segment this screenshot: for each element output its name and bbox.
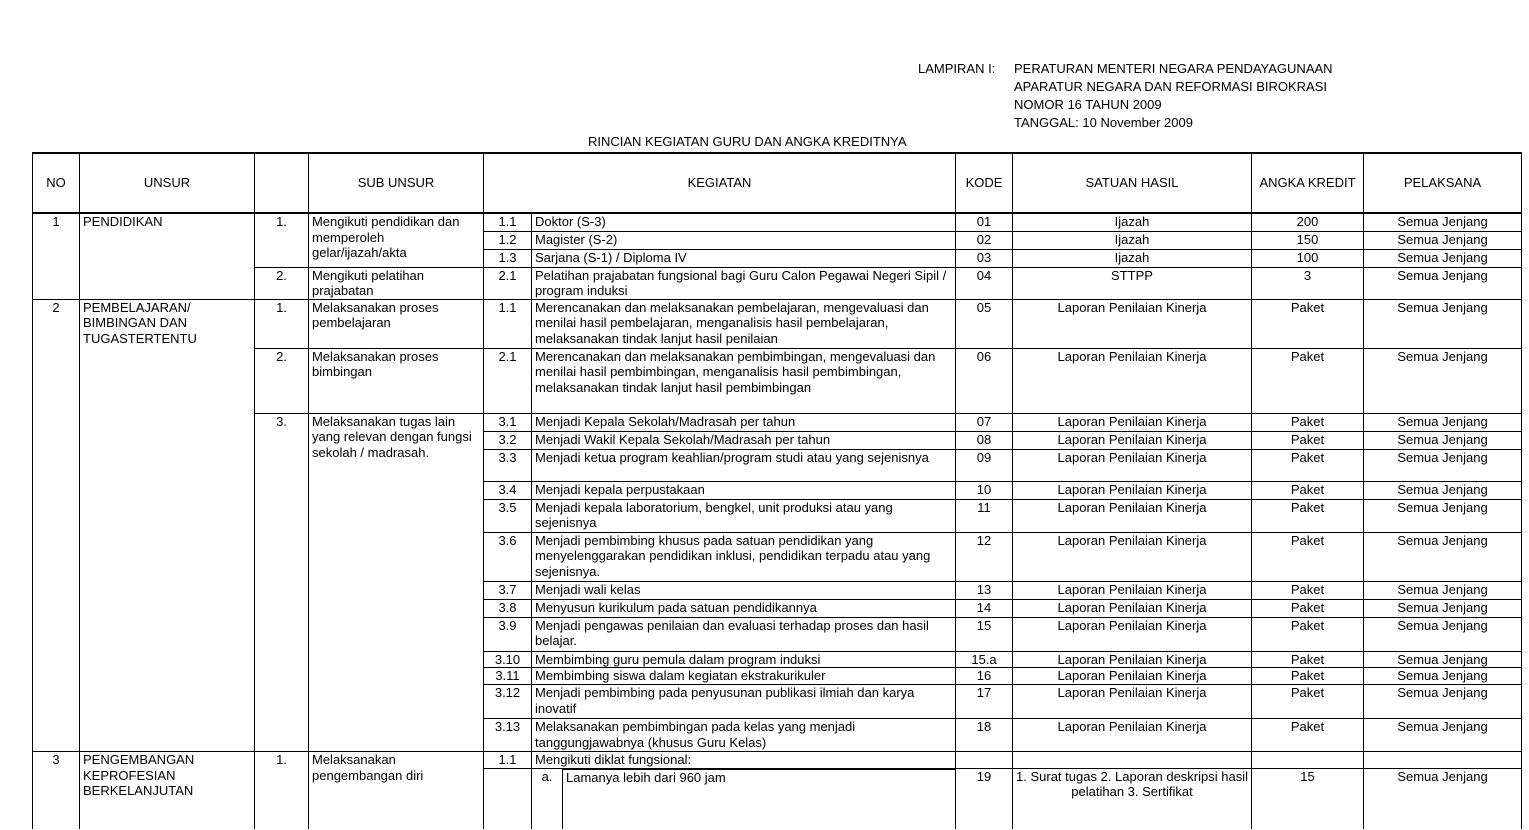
satuan-hasil: Laporan Penilaian Kinerja <box>1013 348 1252 413</box>
kode: 08 <box>956 431 1013 449</box>
kode: 03 <box>956 249 1013 267</box>
angka-kredit: Paket <box>1252 348 1364 413</box>
pelaksana: Semua Jenjang <box>1364 348 1522 413</box>
kegiatan-no: 2.1 <box>484 267 532 299</box>
satuan-hasil: Laporan Penilaian Kinerja <box>1013 481 1252 499</box>
kode: 15 <box>956 617 1013 651</box>
table-row <box>33 413 1522 431</box>
satuan-hasil: Laporan Penilaian Kinerja <box>1013 599 1252 617</box>
pelaksana: Semua Jenjang <box>1364 413 1522 431</box>
satuan-hasil: Laporan Penilaian Kinerja <box>1013 651 1252 668</box>
pelaksana: Semua Jenjang <box>1364 599 1522 617</box>
kegiatan-text: Menjadi pengawas penilaian dan evaluasi terhadap proses dan hasil belajar. <box>532 617 956 651</box>
table-header-row <box>33 153 1522 213</box>
lampiran-label: LAMPIRAN I: <box>918 61 996 76</box>
angka-kredit: Paket <box>1252 668 1364 685</box>
angka-kredit: 3 <box>1252 267 1364 299</box>
table-row <box>33 213 1522 231</box>
col-header-sub-unsur: SUB UNSUR <box>309 153 484 213</box>
kegiatan-no: 3.13 <box>484 719 532 752</box>
kegiatan-no: 3.3 <box>484 449 532 481</box>
kegiatan-text: Menjadi kepala perpustakaan <box>532 481 956 499</box>
table-row <box>33 267 1522 299</box>
kegiatan-no: 3.10 <box>484 651 532 668</box>
sub-unsur-no: 3. <box>255 413 309 752</box>
sub-item-letter: a. <box>541 768 553 784</box>
pelaksana: Semua Jenjang <box>1364 431 1522 449</box>
angka-kredit: Paket <box>1252 651 1364 668</box>
lampiran-line: NOMOR 16 TAHUN 2009 <box>1014 97 1162 112</box>
kegiatan-table <box>32 152 1522 829</box>
sub-unsur-no: 1. <box>255 213 309 267</box>
sub-unsur-name: Melaksanakan tugas lain yang relevan dengan fungsi sekolah / madrasah. <box>309 413 484 752</box>
unsur-no: 2 <box>33 299 80 752</box>
kode: 16 <box>956 668 1013 685</box>
lampiran-line: APARATUR NEGARA DAN REFORMASI BIROKRASI <box>1014 79 1328 94</box>
satuan-hasil: Laporan Penilaian Kinerja <box>1013 581 1252 599</box>
kegiatan-text: Menjadi kepala laboratorium, bengkel, unit produksi atau yang sejenisnya <box>532 499 956 532</box>
col-header-satuan-hasil: SATUAN HASIL <box>1013 153 1252 213</box>
lampiran-reference <box>1014 60 1333 132</box>
satuan-hasil: Laporan Penilaian Kinerja <box>1013 668 1252 685</box>
kode: 04 <box>956 267 1013 299</box>
angka-kredit: 200 <box>1252 213 1364 231</box>
kode: 10 <box>956 481 1013 499</box>
satuan-hasil: Ijazah <box>1013 213 1252 231</box>
kegiatan-text: Menyusun kurikulum pada satuan pendidikannya <box>532 599 956 617</box>
pelaksana: Semua Jenjang <box>1364 651 1522 668</box>
angka-kredit: Paket <box>1252 413 1364 431</box>
kode: 13 <box>956 581 1013 599</box>
kode: 19 <box>956 768 1013 829</box>
sub-unsur-name: Mengikuti pelatihan prajabatan <box>309 267 484 299</box>
kode: 05 <box>956 299 1013 348</box>
angka-kredit: Paket <box>1252 532 1364 581</box>
lampiran-line: TANGGAL: 10 November 2009 <box>1014 115 1193 130</box>
kegiatan-text: Pelatihan prajabatan fungsional bagi Guru Calon Pegawai Negeri Sipil / program induksi <box>532 267 956 299</box>
pelaksana: Semua Jenjang <box>1364 481 1522 499</box>
angka-kredit: Paket <box>1252 299 1364 348</box>
unsur-no: 1 <box>33 213 80 299</box>
satuan-hasil: Laporan Penilaian Kinerja <box>1013 299 1252 348</box>
kegiatan-text: Melaksanakan pembimbingan pada kelas yang menjadi tanggungjawabnya (khusus Guru Kelas) <box>532 719 956 752</box>
pelaksana: Semua Jenjang <box>1364 449 1522 481</box>
document-title: RINCIAN KEGIATAN GURU DAN ANGKA KREDITNYA <box>588 134 907 149</box>
pelaksana: Semua Jenjang <box>1364 249 1522 267</box>
kode: 17 <box>956 685 1013 719</box>
sub-unsur-name: Melaksanakan pengembangan diri <box>309 752 484 829</box>
col-header-no: NO <box>33 153 80 213</box>
col-header-blank <box>255 153 309 213</box>
col-header-unsur: UNSUR <box>80 153 255 213</box>
satuan-hasil: Laporan Penilaian Kinerja <box>1013 413 1252 431</box>
angka-kredit: Paket <box>1252 599 1364 617</box>
pelaksana: Semua Jenjang <box>1364 768 1522 829</box>
lampiran-line: PERATURAN MENTERI NEGARA PENDAYAGUNAAN <box>1014 61 1333 76</box>
sub-unsur-name: Melaksanakan proses pembelajaran <box>309 299 484 348</box>
kegiatan-no: 3.8 <box>484 599 532 617</box>
kode: 11 <box>956 499 1013 532</box>
angka-kredit: 15 <box>1252 768 1364 829</box>
pelaksana: Semua Jenjang <box>1364 719 1522 752</box>
kegiatan-text <box>532 768 956 829</box>
kegiatan-no: 3.9 <box>484 617 532 651</box>
unsur-name: PEMBELAJARAN/ BIMBINGAN DAN TUGASTERTENTU <box>80 299 255 752</box>
col-header-pelaksana: PELAKSANA <box>1364 153 1522 213</box>
kegiatan-text: Menjadi pembimbing pada penyusunan publikasi ilmiah dan karya inovatif <box>532 685 956 719</box>
sub-unsur-no: 1. <box>255 299 309 348</box>
table-row <box>33 348 1522 413</box>
pelaksana: Semua Jenjang <box>1364 532 1522 581</box>
kegiatan-no: 3.1 <box>484 413 532 431</box>
table-row <box>33 752 1522 769</box>
sub-unsur-no: 2. <box>255 348 309 413</box>
angka-kredit: Paket <box>1252 581 1364 599</box>
satuan-hasil: Laporan Penilaian Kinerja <box>1013 431 1252 449</box>
satuan-hasil: Ijazah <box>1013 249 1252 267</box>
satuan-hasil: Laporan Penilaian Kinerja <box>1013 719 1252 752</box>
pelaksana: Semua Jenjang <box>1364 231 1522 249</box>
kegiatan-text: Merencanakan dan melaksanakan pembelajaran, mengevaluasi dan menilai hasil pembelajaran, menganalisis hasil pembelajaran, melaksanakan tindak lanjut hasil penilaian <box>532 299 956 348</box>
col-header-angka-kredit: ANGKA KREDIT <box>1252 153 1364 213</box>
kode: 12 <box>956 532 1013 581</box>
satuan-hasil: Laporan Penilaian Kinerja <box>1013 685 1252 719</box>
angka-kredit: 150 <box>1252 231 1364 249</box>
kegiatan-text: Menjadi ketua program keahlian/program studi atau yang sejenisnya <box>532 449 956 481</box>
kode: 09 <box>956 449 1013 481</box>
kegiatan-text: Menjadi pembimbing khusus pada satuan pendidikan yang menyelenggarakan pendidikan inklusi, pendidikan terpadu atau yang sejenisnya. <box>532 532 956 581</box>
sub-item-text: Lamanya lebih dari 960 jam <box>562 769 955 829</box>
kode: 07 <box>956 413 1013 431</box>
satuan-hasil: Laporan Penilaian Kinerja <box>1013 449 1252 481</box>
sub-unsur-no: 1. <box>255 752 309 829</box>
angka-kredit: Paket <box>1252 431 1364 449</box>
kode: 18 <box>956 719 1013 752</box>
angka-kredit: Paket <box>1252 499 1364 532</box>
pelaksana: Semua Jenjang <box>1364 499 1522 532</box>
kegiatan-no: 3.7 <box>484 581 532 599</box>
angka-kredit: Paket <box>1252 481 1364 499</box>
table-row <box>33 299 1522 348</box>
kegiatan-no: 1.1 <box>484 299 532 348</box>
pelaksana: Semua Jenjang <box>1364 299 1522 348</box>
col-header-kode: KODE <box>956 153 1013 213</box>
kegiatan-text: Menjadi wali kelas <box>532 581 956 599</box>
kegiatan-text: Magister (S-2) <box>532 231 956 249</box>
kegiatan-no: 3.4 <box>484 481 532 499</box>
angka-kredit: Paket <box>1252 685 1364 719</box>
pelaksana: Semua Jenjang <box>1364 267 1522 299</box>
kegiatan-no: 1.2 <box>484 231 532 249</box>
kegiatan-text: Merencanakan dan melaksanakan pembimbingan, mengevaluasi dan menilai hasil pembimbingan, menganalisis hasil pembimbingan, melaksanakan tindak lanjut hasil pembimbingan <box>532 348 956 413</box>
kegiatan-no: 3.12 <box>484 685 532 719</box>
kode: 01 <box>956 213 1013 231</box>
sub-unsur-name: Melaksanakan proses bimbingan <box>309 348 484 413</box>
kode: 06 <box>956 348 1013 413</box>
kegiatan-text: Sarjana (S-1) / Diploma IV <box>532 249 956 267</box>
kegiatan-no: 1.1 <box>484 213 532 231</box>
pelaksana: Semua Jenjang <box>1364 617 1522 651</box>
angka-kredit <box>1252 752 1364 769</box>
satuan-hasil: Laporan Penilaian Kinerja <box>1013 499 1252 532</box>
pelaksana: Semua Jenjang <box>1364 213 1522 231</box>
angka-kredit: Paket <box>1252 617 1364 651</box>
unsur-name: PENGEMBANGAN KEPROFESIAN BERKELANJUTAN <box>80 752 255 829</box>
kode: 14 <box>956 599 1013 617</box>
kegiatan-no: 1.3 <box>484 249 532 267</box>
col-header-kegiatan: KEGIATAN <box>484 153 956 213</box>
kegiatan-no: 3.11 <box>484 668 532 685</box>
kegiatan-text: Membimbing guru pemula dalam program induksi <box>532 651 956 668</box>
kegiatan-text: Doktor (S-3) <box>532 213 956 231</box>
unsur-no: 3 <box>33 752 80 829</box>
kegiatan-text: Menjadi Wakil Kepala Sekolah/Madrasah per tahun <box>532 431 956 449</box>
unsur-name: PENDIDIKAN <box>80 213 255 299</box>
kegiatan-no: 3.5 <box>484 499 532 532</box>
pelaksana: Semua Jenjang <box>1364 685 1522 719</box>
satuan-hasil <box>1013 752 1252 769</box>
angka-kredit: Paket <box>1252 719 1364 752</box>
kode <box>956 752 1013 769</box>
kegiatan-no <box>484 768 532 829</box>
kegiatan-no: 2.1 <box>484 348 532 413</box>
satuan-hasil: Ijazah <box>1013 231 1252 249</box>
pelaksana: Semua Jenjang <box>1364 581 1522 599</box>
satuan-hasil: Laporan Penilaian Kinerja <box>1013 532 1252 581</box>
angka-kredit: 100 <box>1252 249 1364 267</box>
kegiatan-text: Menjadi Kepala Sekolah/Madrasah per tahun <box>532 413 956 431</box>
satuan-hasil: STTPP <box>1013 267 1252 299</box>
kegiatan-no: 1.1 <box>484 752 532 769</box>
kegiatan-text: Membimbing siswa dalam kegiatan ekstrakurikuler <box>532 668 956 685</box>
satuan-hasil: Laporan Penilaian Kinerja <box>1013 617 1252 651</box>
pelaksana: Semua Jenjang <box>1364 668 1522 685</box>
satuan-hasil: 1. Surat tugas 2. Laporan deskripsi hasil pelatihan 3. Sertifikat <box>1013 768 1252 829</box>
sub-unsur-name: Mengikuti pendidikan dan memperoleh gelar/ijazah/akta <box>309 213 484 267</box>
angka-kredit: Paket <box>1252 449 1364 481</box>
kegiatan-no: 3.2 <box>484 431 532 449</box>
pelaksana <box>1364 752 1522 769</box>
kegiatan-text: Mengikuti diklat fungsional: <box>532 752 956 769</box>
sub-unsur-no: 2. <box>255 267 309 299</box>
kode: 02 <box>956 231 1013 249</box>
kegiatan-no: 3.6 <box>484 532 532 581</box>
kode: 15.a <box>956 651 1013 668</box>
